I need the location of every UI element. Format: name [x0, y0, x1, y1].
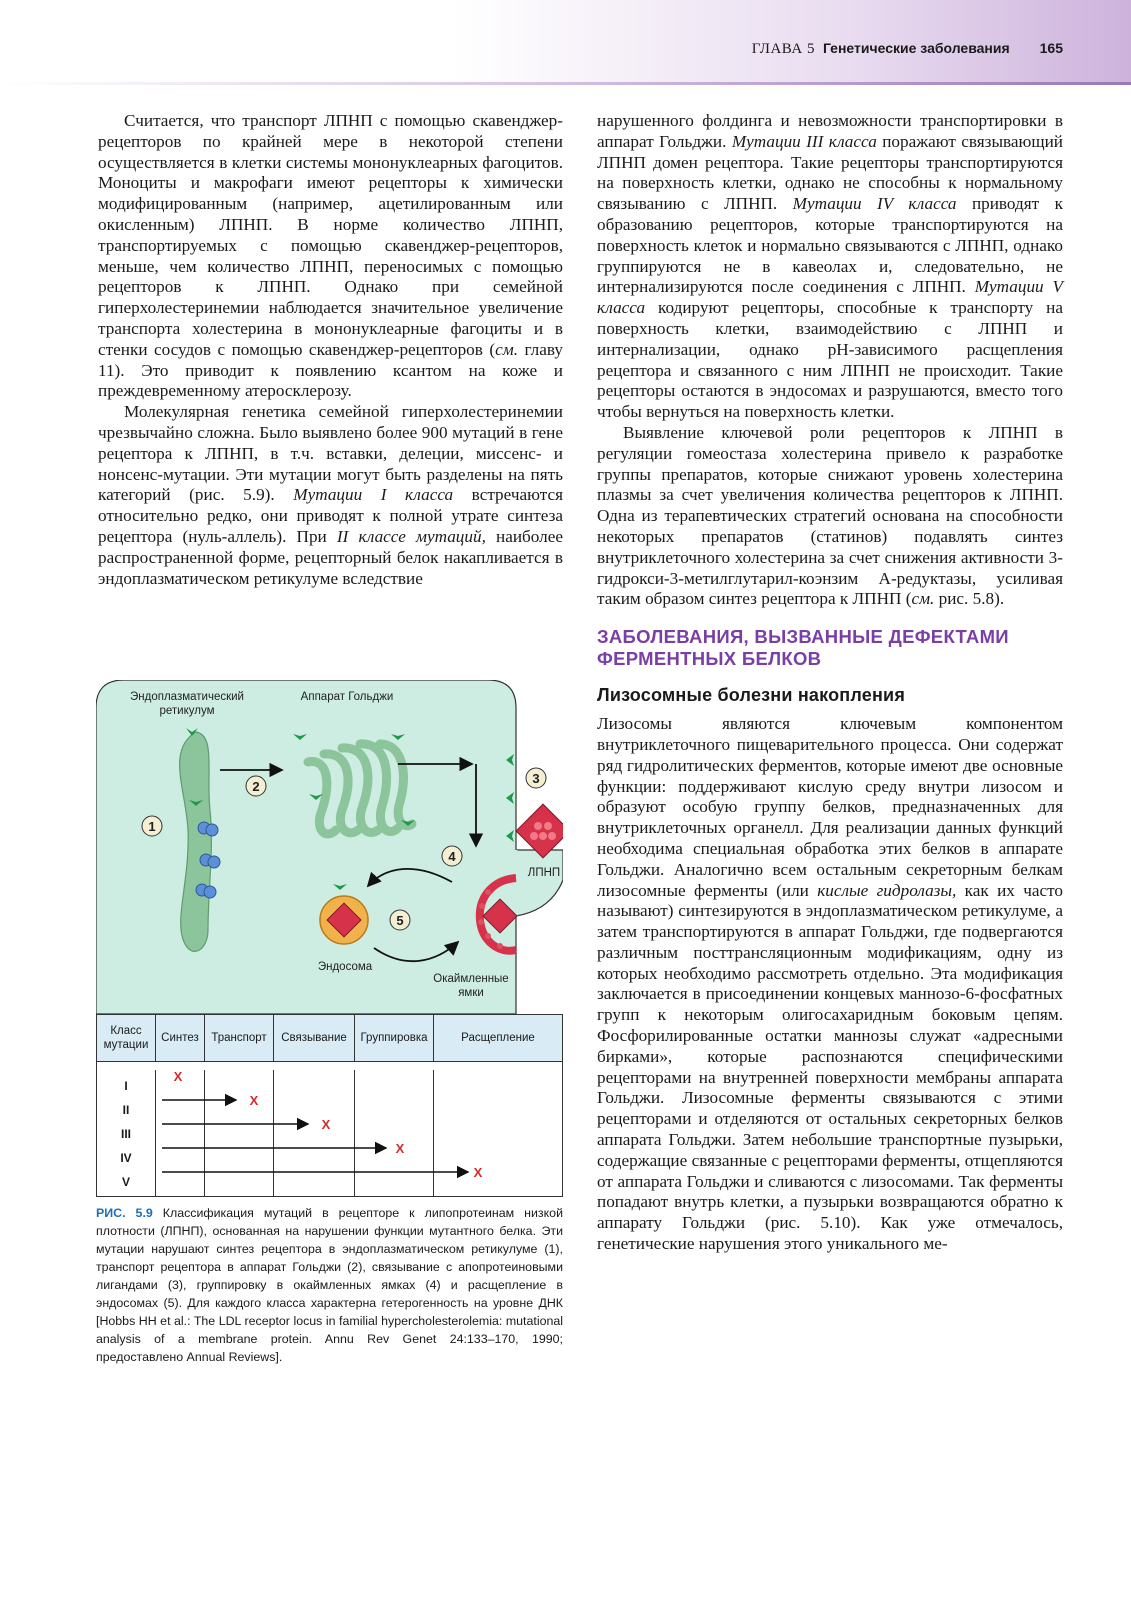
label-ldl: ЛПНП [527, 867, 561, 879]
subsection-title: Лизосомные болезни накопления [597, 685, 906, 706]
step-4: 4 [448, 849, 456, 864]
section-label: Генетические заболевания [822, 40, 1010, 56]
header-transport: Транспорт [205, 1015, 274, 1062]
figure-5-9 [96, 680, 563, 1194]
paragraph: Молекулярная генетика семейной гиперхолестеринемии чрезвычайно сложна. Было выявлено более 900 мутаций в гене рецептора к ЛПНП, в т.ч. вставки, делеции, миссенс- и нонсенс-мутации. Эти мутации могут быть разделены на пять категорий (рис. 5.9). Мутации I класса встречаются относительно редко, они приводят к полной утрате синтеза рецептора (нуль-аллель). При II классе мутаций, наиболее распространенной форме, рецепторный белок накапливается в эндоплазматическом ретикулуме вследствие [98, 402, 563, 588]
label-golgi: Аппарат Гольджи [300, 691, 394, 703]
class-II: II [122, 1103, 130, 1117]
header-rule [0, 82, 1131, 85]
step-1: 1 [148, 819, 156, 834]
page-number: 165 [1039, 40, 1063, 56]
chapter-label: ГЛАВА 5 [751, 41, 815, 57]
paragraph: Лизосомы являются ключевым компонентом внутриклеточного пищеварительного процесса. Они содержат ряд гидролитических ферментов, которые имеют две основные функции: поддерживают кислую среду внутри лизосом и образуют особую группу белков, предназначенных для внутриклеточных органелл. Для реализации данных функций необходима специальная обработка этих белков в аппарате Гольджи. Аналогично всем остальным секреторным белкам лизосомные ферменты (или кислые гидролазы, как их часто называют) синтезируются в эндоплазматическом ретикулуме, а затем транспортируются в аппарат Гольджи, где подвергаются различным посттрансляционным модификациям, одну из которых необходимо рассмотреть отдельно. Эта модификация заключается в присоединении концевых маннозо-6-фосфатных групп к некоторым олигосахаридным боковым цепям. Фосфорилированные остатки маннозы служат «адресными бирками», которые распознаются специфическими рецепторами на внутренней поверхности мембраны аппарата Гольджи. Лизосомные ферменты связываются с этими рецепторами и отделяются от остальных секреторных белков аппарата Гольджи. Затем небольшие транспортные пузырьки, содержащие связанные с рецепторами ферменты, отщепляются от аппарата Гольджи и сливаются с лизосомами. Так ферменты попадают внутрь клетки, а пузырьки возвращаются обратно к аппарату Гольджи (рис. 5.10). Как уже отмечалось, генетические нарушения этого уникального ме- [597, 714, 1063, 1254]
step-5: 5 [396, 913, 404, 928]
class-I: I [124, 1079, 128, 1093]
label-er: Эндоплазматический ретикулум [130, 691, 244, 717]
block-class-V: X [473, 1165, 483, 1180]
figure-caption [96, 1204, 563, 1366]
figure-id: РИС. 5.9 [96, 1206, 153, 1220]
caption-text: Классификация мутаций в рецепторе к липопротеинам низкой плотности (ЛПНП), основанная на нарушении функции мутантного белка. Эти мутации нарушают синтез рецептора в эндоплазматическом ретикулуме (1), транспорт рецептора в аппарат Гольджи (2), связывание с апопротеиновыми лигандами (3), группировку в окаймленных ямках (4) и расщепление в эндосомах (5). Для каждого класса характерна гетерогенность на уровне ДНК [Hobbs HH et al.: The LDL receptor locus in familial hypercholesterolemia: mutational analysis of a membrane protein. Annu Rev Genet 24:133–170, 1990; предоставлено Annual Reviews]. [96, 1206, 563, 1364]
label-endosome: Эндосома [317, 961, 373, 973]
block-class-II: X [249, 1093, 259, 1108]
running-head [752, 40, 1063, 58]
header-class: Класс мутации [97, 1015, 156, 1062]
block-class-I: X [173, 1069, 183, 1084]
header-synthesis: Синтез [156, 1015, 205, 1062]
class-V: V [121, 1175, 130, 1189]
paragraph: нарушенного фолдинга и невозможности транспортировки в аппарат Гольджи. Мутации III класса поражают связывающий ЛПНП домен рецептора. Такие рецепторы транспортируются на поверхность клетки, однако не способны к нормальному связыванию с ЛПНП. Мутации IV класса приводят к образованию рецепторов, которые транспортируются на поверхность клеток и нормально связываются с ЛПНП, однако группируются не в кавеолах и, следовательно, не интернализируются после соединения с ЛПНП. Мутации V класса кодируют рецепторы, способные к транспорту на поверхность клетки, взаимодействию с ЛПНП и интернализации, однако рН-зависимого расщепления рецептора и связанного с ним ЛПНП не происходит. Такие рецепторы остаются в эндосомах и разрушаются, вместо того чтобы вернуться на поверхность клетки. [597, 111, 1063, 422]
paragraph: Выявление ключевой роли рецепторов к ЛПНП в регуляции гомеостаза холестерина привело к разработке группы препаратов, которые снижают уровень холестерина плазмы за счет увеличения количества рецепторов к ЛПНП. Одна из терапевтических стратегий основана на способности некоторых препаратов (статинов) подавлять синтез внутриклеточного холестерина за счет снижения активности 3-гидрокси-3-метилглутарил-коэнзим А-редуктазы, усиливая таким образом синтез рецептора к ЛПНП (см. рис. 5.8). [597, 422, 1063, 609]
label-coated-pits: Окаймленные ямки [433, 973, 509, 999]
paragraph: Считается, что транспорт ЛПНП с помощью скавенджер-рецепторов по крайней мере в некоторой степени осуществляется в клетки системы мононуклеарных фагоцитов. Моноциты и макрофаги имеют рецепторы к химически модифицированным (например, ацетилированным или окисленным) ЛПНП. В норме количество ЛПНП, транспортируемых с помощью скавенджер-рецепторов, меньше, чем количество ЛПНП, переносимых с помощью рецепторов к ЛПНП. Однако при семейной гиперхолестеринемии наблюдается значительное увеличение транспорта холестерина в мононуклеарные фагоциты и в стенки сосудов с помощью скавенджер-рецепторов (см. главу 11). Это приводит к появлению ксантом на коже и преждевременному атеросклерозу. [98, 111, 564, 401]
mutation-arrows [96, 1014, 563, 1194]
block-class-IV: X [395, 1141, 405, 1156]
step-2: 2 [252, 779, 260, 794]
header-cleavage: Расщепление [434, 1015, 563, 1062]
section-title: ЗАБОЛЕВАНИЯ, ВЫЗВАННЫЕ ДЕФЕКТАМИ ФЕРМЕНТНЫХ БЕЛКОВ [597, 626, 1009, 670]
right-column [597, 111, 1063, 1255]
class-III: III [120, 1127, 131, 1141]
block-class-III: X [321, 1117, 331, 1132]
class-IV: IV [120, 1151, 132, 1165]
header-clustering: Группировка [355, 1015, 434, 1062]
left-column [98, 111, 563, 589]
step-3: 3 [532, 771, 540, 786]
header-binding: Связывание [274, 1015, 355, 1062]
